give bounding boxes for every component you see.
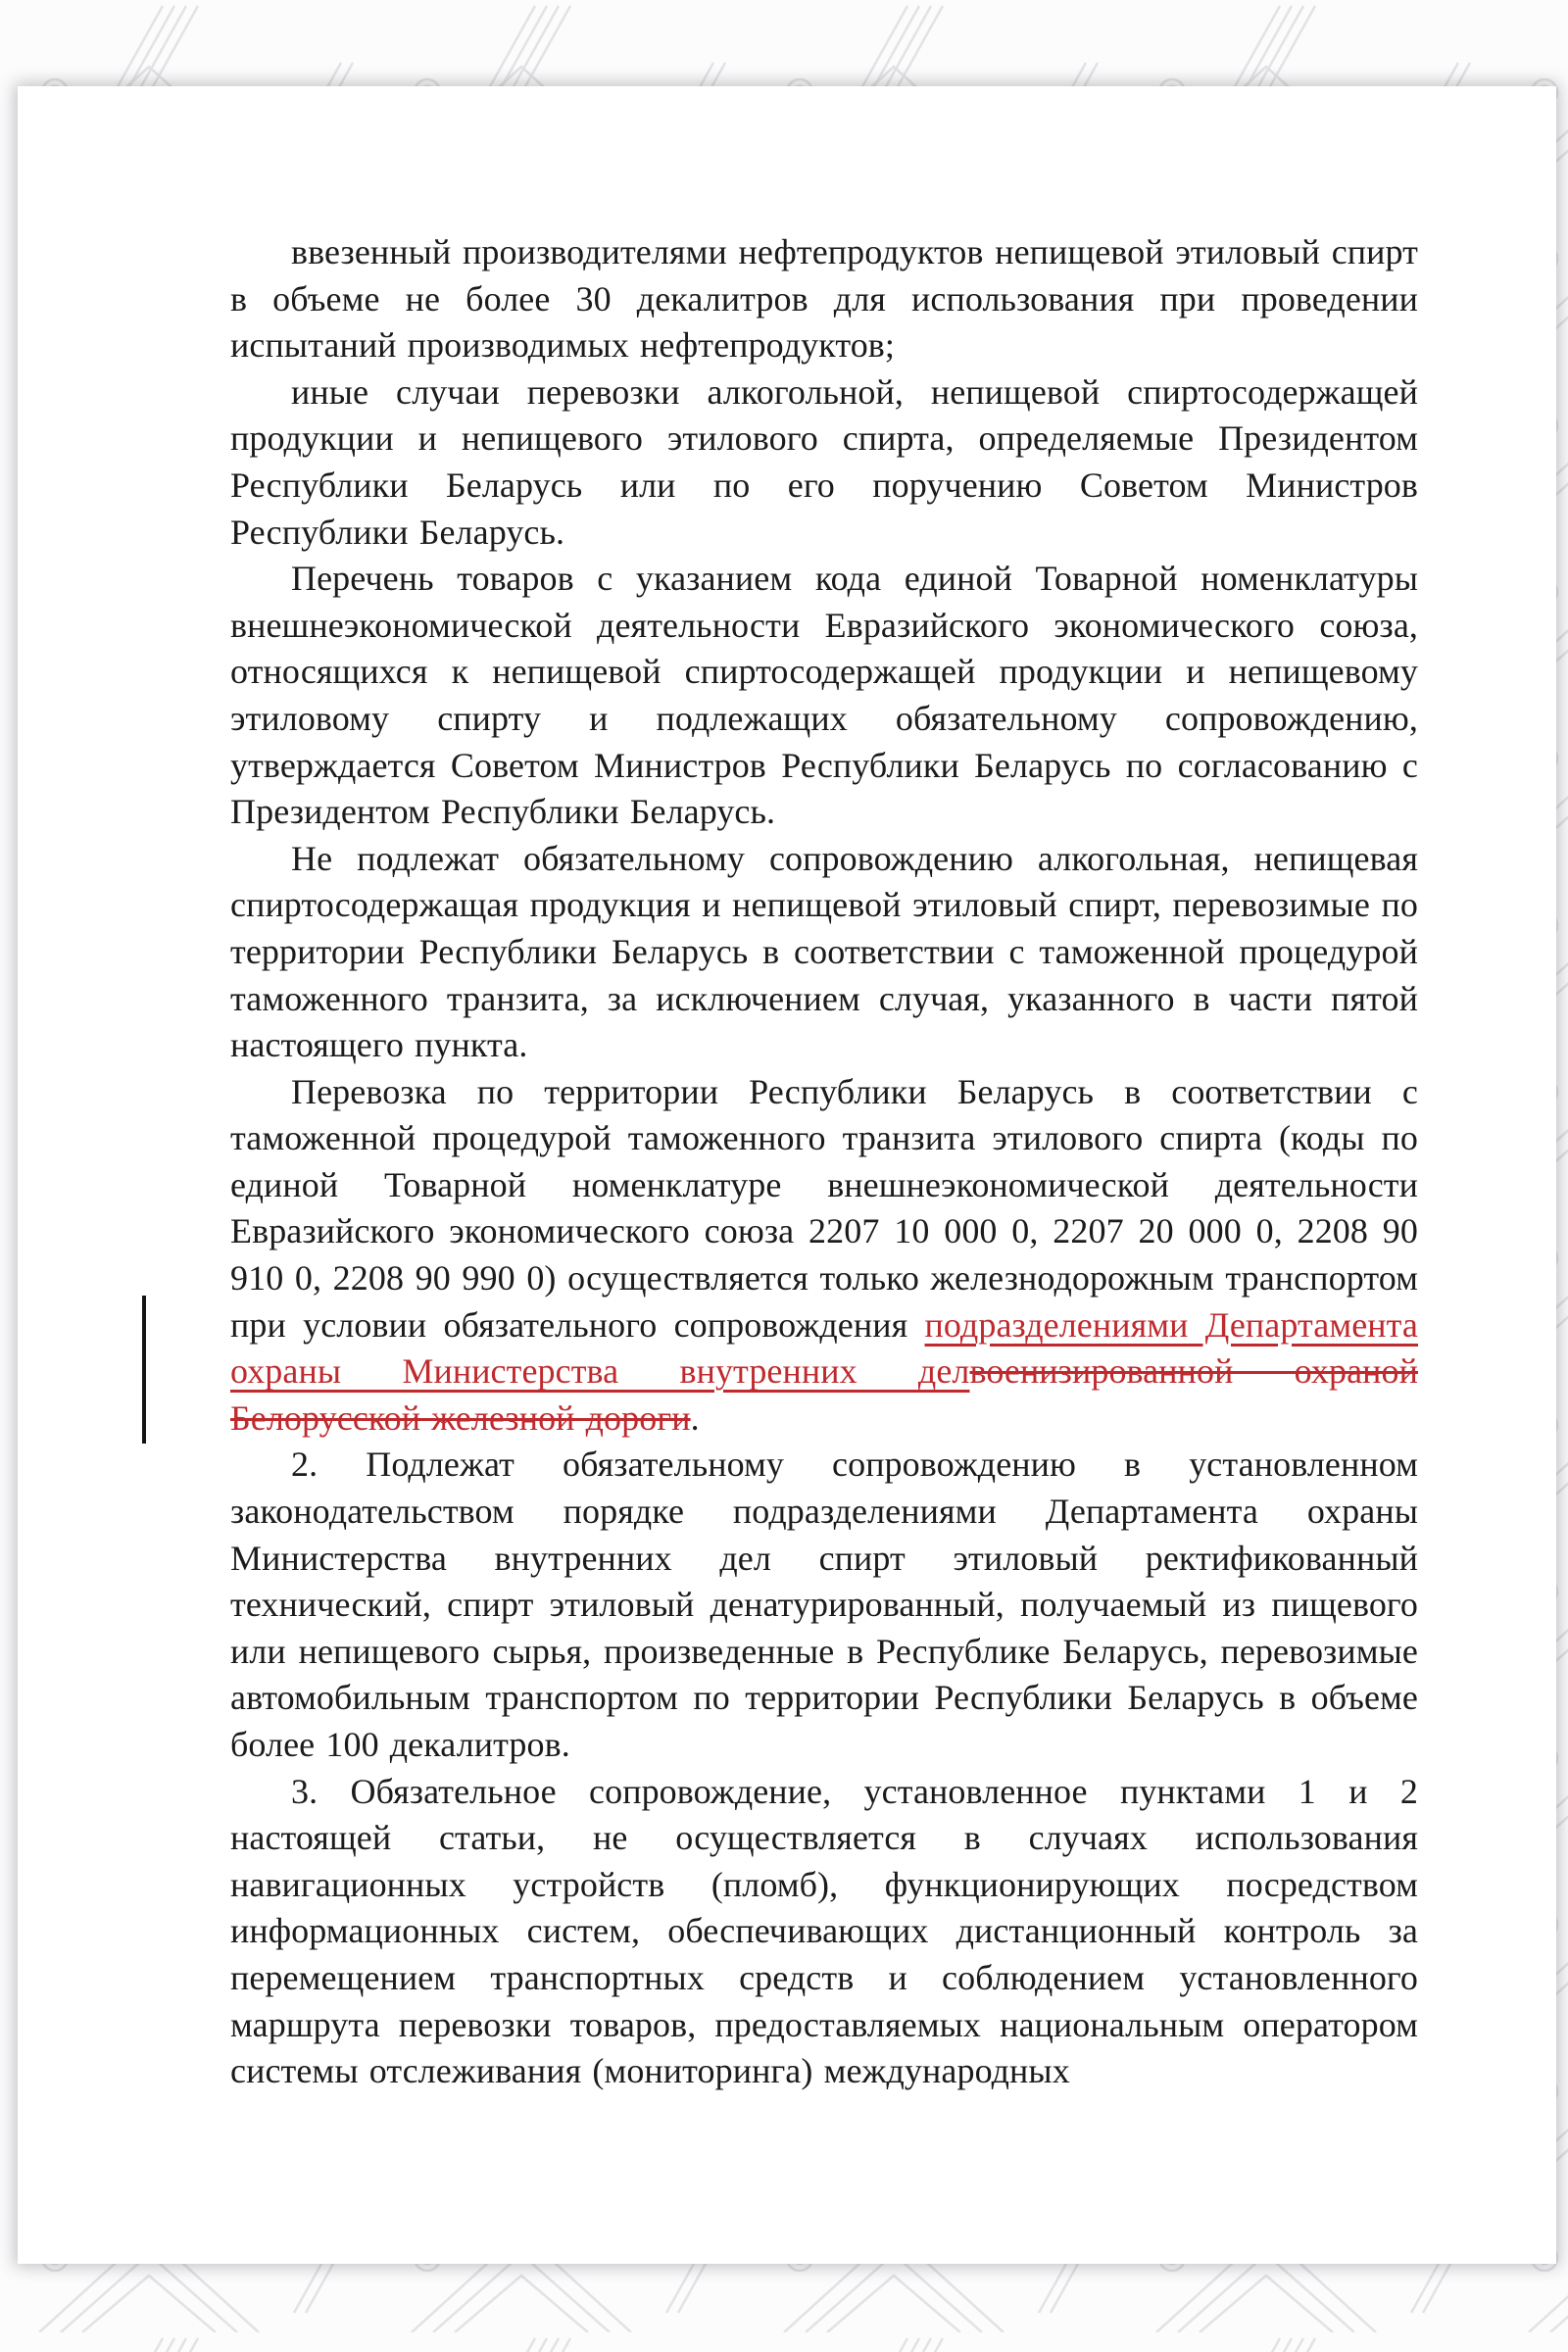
document-text xyxy=(230,229,1418,2095)
paragraph xyxy=(230,556,1418,836)
paragraph xyxy=(230,1769,1418,2095)
paragraph xyxy=(230,229,1418,369)
text-segment: иные случаи перевозки алкогольной, непищевой спиртосодержащей продукции и непищевого этилового спирта, определяемые Президентом Республики Беларусь или по его поручению Советом Министров Республики Беларусь. xyxy=(230,371,1418,552)
text-segment: Перечень товаров с указанием кода единой Товарной номенклатуры внешнеэкономической деятельности Евразийского экономического союза, относящихся к непищевой спиртосодержащей продукции и непищевому этиловому спирту и подлежащих обязательному сопровождению, утверждается Советом Министров Республики Беларусь по согласованию с Президентом Республики Беларусь. xyxy=(230,559,1418,832)
inserted-text: подразделениями Департамента охраны Министерства внутренних дел xyxy=(230,1304,1419,1392)
paragraph xyxy=(230,369,1418,556)
text-segment: ввезенный производителями нефтепродуктов непищевой этиловый спирт в объеме не более 30 декалитров для использования при проведении испытаний производимых нефтепродуктов; xyxy=(230,232,1418,366)
text-segment: Перевозка по территории Республики Беларусь в соответствии с таможенной процедурой таможенного транзита этилового спирта (коды по единой Товарной номенклатуре внешнеэкономической деятельности Евразийского экономического союза 2207 10 000 0, 2207 20 000 0, 2208 90 910 0, 2208 90 990 0) осуществляется только железнодорожным транспортом при условии обязательного сопровождения xyxy=(230,1071,1418,1345)
text-segment: Не подлежат обязательному сопровождению алкогольная, непищевая спиртосодержащая продукция и непищевой этиловый спирт, перевозимые по территории Республики Беларусь в соответствии с таможенной процедурой таможенного транзита, за исключением случая, указанного в части пятой настоящего пункта. xyxy=(230,838,1418,1065)
text-segment: 3. Обязательное сопровождение, установленное пунктами 1 и 2 настоящей статьи, не осуществляется в случаях использования навигационных устройств (пломб), функционирующих посредством информационных систем, обеспечивающих дистанционный контроль за перемещением транспортных средств и соблюдением установленного маршрута перевозки товаров, предоставляемых национальным оператором системы отслеживания (мониторинга) международных xyxy=(230,1771,1418,2091)
text-segment: . xyxy=(690,1397,700,1438)
document-sheet xyxy=(18,86,1556,2264)
revision-change-bar xyxy=(142,1296,146,1444)
deleted-text: военизированной охраной Белорусской железной дороги xyxy=(230,1351,1418,1438)
paragraph xyxy=(230,1069,1418,1443)
paragraph xyxy=(230,1442,1418,1768)
text-segment: 2. Подлежат обязательному сопровождению в установленном законодательством порядке подразделениями Департамента охраны Министерства внутренних дел спирт этиловый ректификованный технический, спирт этиловый денатурированный, получаемый из пищевого или непищевого сырья, произведенные в Республике Беларусь, перевозимые автомобильным транспортом по территории Республики Беларусь в объеме более 100 декалитров. xyxy=(230,1445,1418,1764)
paragraph xyxy=(230,836,1418,1069)
